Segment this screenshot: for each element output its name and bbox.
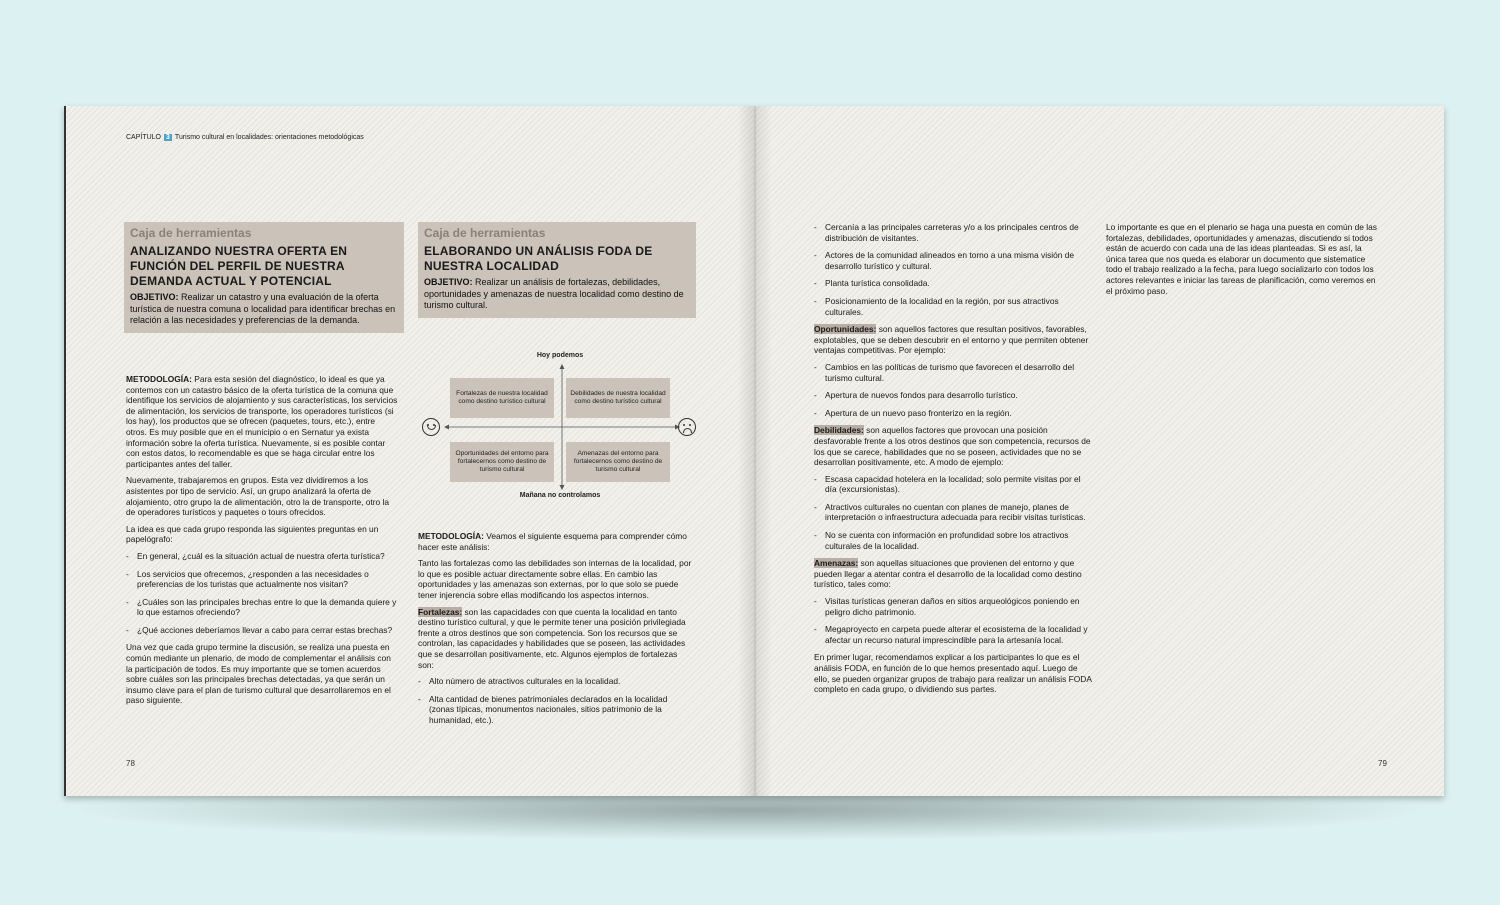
paragraph: Nuevamente, trabajaremos en grupos. Esta vez dividiremos a los asistentes por tipo de servicio. Así, un grupo analizará la oferta de alojamiento, otro grupo la de alimentación, otro la de transporte, otro la de operadores turísticos y paquetes o tours ofrecidos. [126,475,390,518]
quadrant-amenazas: Amenazas del entorno para fortalecernos como destino de turismo cultural [566,442,670,482]
objective-text: Realizar un análisis de fortalezas, debilidades, oportunidades y amenazas de nuestra localidad como destino de turismo cultural. [424,277,684,310]
running-header [126,134,364,141]
debilidades-text: son aquellos factores que provocan una posición desfavorable frente a los otros destinos que son competencia, recursos de los que se carece, habilidades que no se poseen, actividades que no se desarrollan positivamente, etc. A modo de ejemplo: [814,425,1091,468]
quadrant-oportunidades: Oportunidades del entorno para fortalecernos como destino de turismo cultural [450,442,554,482]
book-gutter [738,106,772,796]
metodologia-text: Veamos el siguiente esquema para comprender cómo hacer este análisis: [418,531,687,552]
chapter-title: Turismo cultural en localidades: orientaciones metodológicas [174,134,364,141]
smiley-icon [422,418,440,436]
fortalezas-label: Fortalezas: [418,606,463,617]
objective-label: OBJETIVO: [424,277,473,287]
list-item: - Actores de la comunidad alineados en torno a una misma visión de desarrollo turístico y cultural. [814,250,1092,271]
toolbox-title: ELABORANDO UN ANÁLISIS FODA DE NUESTRA LOCALIDAD [424,244,653,273]
list-item: - Alto número de atractivos culturales en la localidad. [418,676,694,687]
list-item: - Alta cantidad de bienes patrimoniales declarados en la localidad (zonas típicas, monumentos nacionales, sitios patrimonio de la humanidad, etc.). [418,694,694,726]
list-item: - Cambios en las políticas de turismo que favorecen el desarrollo del turismo cultural. [814,362,1092,383]
diagram-bottom-label: Mañana no controlamos [519,492,601,499]
metodologia-label: METODOLOGÍA: [126,374,192,384]
right-column-2-text [1106,222,1380,302]
strengths-list [418,676,694,725]
metodologia-paragraph [126,374,398,469]
list-item: - Posicionamiento de la localidad en la región, por sus atractivos culturales. [814,296,1092,317]
diagram-top-label: Hoy podemos [536,352,584,359]
list-item: - En general, ¿cuál es la situación actual de nuestra oferta turística? [126,551,398,562]
toolbox-objective [130,292,398,327]
right-page [754,106,1444,796]
metodologia-label: METODOLOGÍA: [418,531,484,541]
left-page [64,106,756,796]
fortalezas-paragraph [418,607,694,671]
toolbox-foda [418,222,696,318]
amenazas-paragraph [814,558,1092,590]
list-item: - Atractivos culturales no cuentan con planes de manejo, planes de interpretación o infraestructura adecuada para recibir visitas turísticas. [814,502,1092,523]
list-item: - Visitas turísticas generan daños en sitios arqueológicos poniendo en peligro dicho patrimonio. [814,596,1092,617]
list-item: - ¿Qué acciones deberíamos llevar a cabo para cerrar estas brechas? [126,625,398,636]
objective-text: Realizar un catastro y una evaluación de la oferta turística de nuestra comuna o localidad para identificar brechas en relación a las necesidades y preferencias de la demanda. [130,292,396,325]
page-number-left: 78 [126,759,135,768]
toolbox-objective [424,277,690,312]
strengths-list-cont [814,222,1092,317]
paragraph: Tanto las fortalezas como las debilidades son internas de la localidad, por lo que es posible actuar directamente sobre ellas. En cambio las oportunidades y las amenazas son externas, por lo que solo se puede tener injerencia sobre ellas modificando los aspectos internos. [418,558,692,600]
debilidades-paragraph [814,425,1092,467]
page-number-right: 79 [1378,759,1387,768]
toolbox-offer [124,222,404,333]
book-spread [64,106,1444,796]
chapter-label: CAPÍTULO [126,134,162,141]
list-item: - Los servicios que ofrecemos, ¿responden a las necesidades o preferencias de los turistas que actualmente nos visitan? [126,569,398,590]
debilidades-label: Debilidades: [814,425,864,436]
objective-label: OBJETIVO: [130,292,179,302]
paragraph: Una vez que cada grupo termine la discusión, se realiza una puesta en común mediante un plenario, de modo de complementar el análisis con la participación de todos. Es muy importante que se tomen acuerdos sobre cuáles son las principales brechas detectadas, ya que serán un insumo clave para el plan de turismo cultural que desarrollaremos en el paso siguiente. [126,642,391,706]
paragraph: Lo importante es que en el plenario se haga una puesta en común de las fortalezas, debilidades, oportunidades y amenazas, discutiendo si todos están de acuerdo con cada una de las ideas planteadas. Si es así, la única tarea que nos queda es elaborar un documento que sistematice todo el trabajo realizado a la fecha, para luego socializarlo con todos los actores relevantes e iniciar las tareas de planificación, como veremos en el próximo paso. [1106,222,1377,296]
question-list [126,551,398,636]
opportunities-list [814,362,1092,418]
oportunidades-label: Oportunidades: [814,324,877,335]
list-item: - Cercanía a las principales carreteras y/o a los principales centros de distribución de visitantes. [814,222,1092,243]
list-item: - Escasa capacidad hotelera en la localidad; solo permite visitas por el día (excursionistas). [814,474,1092,495]
amenazas-label: Amenazas: [814,558,859,569]
list-item: - Planta turística consolidada. [814,278,1092,289]
sad-face-icon [678,418,696,436]
quadrant-debilidades: Debilidades de nuestra localidad como destino turístico cultural [566,378,670,418]
list-item: - ¿Cuáles son las principales brechas entre lo que la demanda quiere y lo que estamos ofreciendo? [126,597,398,618]
chapter-number: 3 [166,134,170,141]
toolbox-title: ANALIZANDO NUESTRA OFERTA EN FUNCIÓN DEL PERFIL DE NUESTRA DEMANDA ACTUAL Y POTENCIAL [130,244,348,288]
metodologia-paragraph [418,531,694,552]
oportunidades-text: son aquellos factores que resultan positivos, favorables, explotables, que se deben descubrir en el entorno y que permiten obtener ventajas competitivas. Por ejemplo: [814,324,1089,356]
list-item: - Apertura de un nuevo paso fronterizo en la región. [814,408,1092,419]
weaknesses-list [814,474,1092,552]
list-item: - Megaproyecto en carpeta puede alterar el ecosistema de la localidad y afectar un recurso natural imprescindible para la artesanía local. [814,624,1092,645]
left-column-text [126,374,398,712]
toolbox-label: Caja de herramientas [424,226,546,240]
list-item: - Apertura de nuevos fondos para desarrollo turístico. [814,390,1092,401]
amenazas-text: son aquellas situaciones que provienen del entorno y que pueden llegar a atentar contra el desarrollo de la localidad como destino turístico, tales como: [814,558,1082,590]
fortalezas-text: son las capacidades con que cuenta la localidad en tanto destino turístico cultural, y que le permite tener una posición privilegiada frente a otros destinos que son competencia. Son los recursos que se controlan, las capacidades y habilidades que se poseen, las actividades que se desarrollan positivamente, etc. Algunos ejemplos de fortalezas son: [418,606,686,670]
list-item: - No se cuenta con información en profundidad sobre los atractivos culturales de la localidad. [814,530,1092,551]
metodologia-text: Para esta sesión del diagnóstico, lo ideal es que ya contemos con un catastro básico de la oferta turística de la comuna que identifique los servicios de alojamiento y sus características, los servicios de alimentación, los servicios de transporte, los operadores turísticos (si los hay), los productos que se ofrecen (paquetes, tours, etc.), entre otros. Es muy posible que en el municipio o en Sernatur ya exista información sobre la oferta turística. Nuevamente, si es posible contar con estos datos, lo recomendable es que se haga circular entre los participantes antes del taller. [126,374,398,469]
quadrant-fortalezas: Fortalezas de nuestra localidad como destino turístico cultural [450,378,554,418]
threats-list [814,596,1092,645]
paragraph: En primer lugar, recomendamos explicar a los participantes lo que es el análisis FODA, en función de lo que hemos presentado aquí. Luego de ello, se pueden organizar grupos de trabajo para realizar un análisis FODA completo en cada grupo, o dividiendo sus partes. [814,652,1092,695]
right-column-text [814,222,1092,701]
foda-diagram [420,352,704,502]
toolbox-label: Caja de herramientas [130,226,252,240]
paragraph: La idea es que cada grupo responda las siguientes preguntas en un papelógrafo: [126,523,379,545]
oportunidades-paragraph [814,324,1092,356]
middle-column-text [418,531,694,733]
